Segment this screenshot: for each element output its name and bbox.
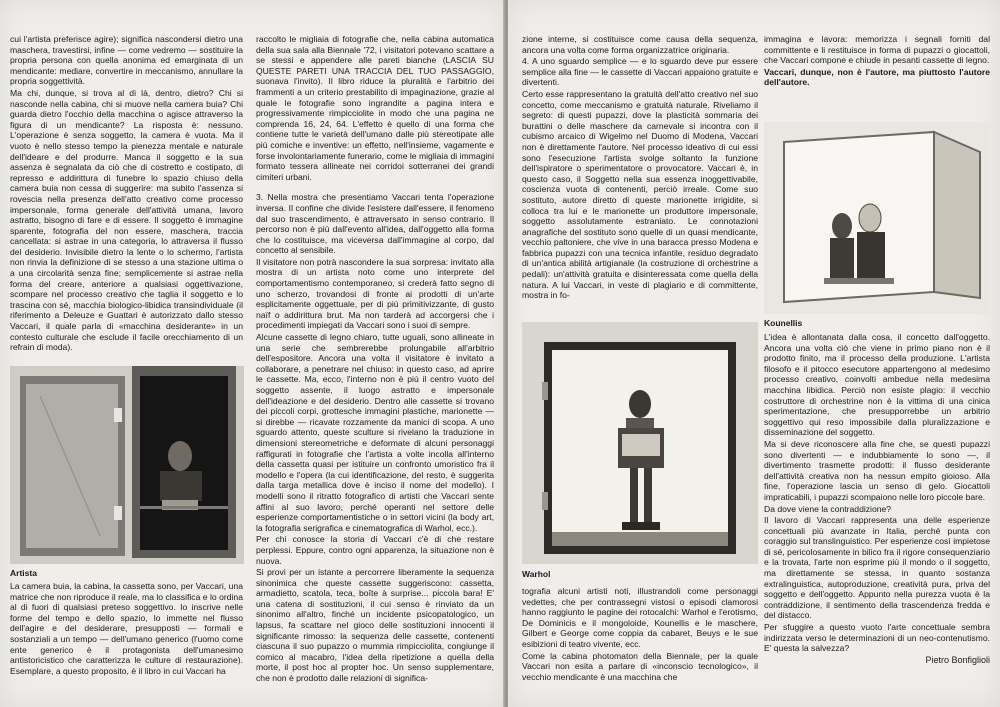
paragraph: tografia alcuni artisti noti, illustrandoli come personaggi vedettes, che per contrassegni vistosi o episodi clamorosi hanno raggiunto le pagine dei rotocalchi: Warhol e l'erotismo, De Dominicis e il mongoloide, Kounellis e le maschere, Gilbert e George come coppia da cabaret, Beuys e le sue esibizioni di teatro vivente, ecc.	[522, 586, 758, 649]
paragraph: Vaccari, dunque, non è l'autore, ma piuttosto l'autore dell'autore.	[764, 66, 990, 88]
paragraph: Ma chi, dunque, si trova al di là, dentro, dietro? Chi si nasconde nella cabina, chi si muove nella camera buia? Chi guarda dietro l'occhio della macchina o agisce attraverso la figura di un mendicante? La risposta è: nessuno. L'operazione è senza soggetto, la camera è vuota. Ma il vuoto è nello stesso tempo la pienezza mentale e naturale dell'ideare e del produrre. Manca il soggetto e la sua assenza è segnalata da ciò che di costretto e costipato, di represso e addirittura di funebre lo spazio chiuso della camera buia non cessa di suggerire: ma subito l'assenza si rovescia nella presenza dell'atto creativo come processo impersonale, forma generale dell'attività umana, lavoro astratto, bisogno di fare e di essere. Il soggetto è immagine sparente, fotografia del non essere, maschera, traccia cancellata: si astrae in una categoria, lo attraversa il flusso del desiderio. Invisibile dietro la lente o lo schermo, l'artista non rinvia la definizione di se stesso a una stazione ultima o a una circolarità senza fine; semplicemente si astrae nella forma del creare, anteriore a qualsiasi oggettivazione, scompare nel processo creativo che taglia il soggetto e lo trascina con sé, macchia biologico-libidica transindividuale (il riferimento a Deleuze e Guattari è autorizzato dallo stesso Vaccari, il quale parla di «macchina desiderante» in un contesto culturale che esclude il facile orecchiamento di un refrain di moda).	[10, 87, 243, 353]
column-4-top	[764, 34, 990, 130]
warhol-photo	[522, 322, 758, 564]
paragraph: 4. A uno sguardo semplice — e lo sguardo deve pur essere semplice alla fine — le cassette di Vaccari appaiono gratuite e divertenti.	[522, 56, 758, 88]
column-3	[522, 34, 758, 324]
column-2	[256, 34, 494, 706]
caption-kounellis: Kounellis	[764, 318, 803, 328]
caption-warhol: Warhol	[522, 569, 551, 579]
kounellis-photo	[764, 122, 990, 314]
paragraph: Il lavoro di Vaccari rappresenta una delle esperienze concettuali più avanzate in Italia, perché punta con coraggio sul translinguistico. Per esperienze così impietose di sé, pericolosamente in bilico fra il rigore consequenziario e la trovata, l'arte non esprime più il mondo o il soggetto, ma direttamente se stessa, in quanto sostanza extralinguistica, autoproduzione, creatività pura, priva del soggetto e dell'oggetto. Appunto nella purezza vuota è la contraddizione, il sentimento della trascendenza fredda e del distacco.	[764, 515, 990, 621]
paragraph: Ma si deve riconoscere alla fine che, se questi pupazzi sono divertenti — e indubbiamente lo sono —, il divertimento trasmette prodotti: il flusso desiderante dell'attività creativa non ha nessun empito gioioso. Alla fine, l'operazione lascia un senso di gelo. Giocattoli impraticabili, i pupazzi scompaiono nelle loro piccole bare.	[764, 438, 990, 502]
caption-artista: Artista	[10, 568, 37, 578]
paragraph: Per chi conosce la storia di Vaccari c'è di che restare perplessi. Eppure, contro ogni apparenza, la situazione non è nuova.	[256, 534, 494, 566]
paragraph: Per sfuggire a questo vuoto l'arte concettuale sembra indirizzata verso le determinazioni di un neo-contenutismo. E' questa la salvezza?	[764, 622, 990, 654]
right-page	[508, 0, 1000, 707]
paragraph: 3. Nella mostra che presentiamo Vaccari tenta l'operazione inversa. Il confine che divide l'esistere dall'essere, il fenomeno dal suo trascendimento, è attraversato in senso contrario. Il percorso non è più dall'evento all'idea, dall'oggetto alla forma che lo costituisce, ma viceversa dall'immagine al corpo, dal concetto al sensibile.	[256, 192, 494, 256]
paragraph: L'idea è allontanata dalla cosa, il concetto dall'oggetto. Ancora una volta ciò che viene in primo piano non è il prodotto finito, ma il processo della produzione. L'artista filosofo e il pitocco esecutore appartengono al medesimo processo creativo, coinvolti ambedue nella medesima macchina libidica. Perciò non esiste plagio: il vecchio costruttore di orchestrine non è la vittima di una cinica sperimentazione, che presupporrebbe un arbitrio soggettivo qui reso impossibile dalla pluralizzazione e disseminazione del soggetto.	[764, 332, 990, 438]
column-1	[10, 34, 243, 364]
column-3-bottom	[522, 586, 758, 704]
photo-icon	[10, 366, 244, 564]
paragraph: cui l'artista preferisce agire); significa nascondersi dietro una maschera, travestirsi, infine — come vedremo — sostituire la propria persona con quella anonima ed emarginata di un mendicante: mediare, convertire in meccanismo, annullare la propria soggettività.	[10, 34, 243, 87]
paragraph: zione interne, si costituisce come causa della sequenza, ancora una volta come forma organizzatrice originaria.	[522, 34, 758, 55]
paragraph: Certo esse rappresentano la gratuità dell'atto creativo nel suo concetto, come meccanismo e gratuità naturale. Riveliamo il segreto: di questi pupazzi, dove la plasticità sommaria dei burattini o delle maschere da carnevale si incontra con il cubismo arcaico di Wigelmo nel Duomo di Modena, Vaccari non è direttamente l'autore. Nel processo ideativo di cui essi sono l'esecuzione l'artista svolge soltanto la funzione dell'ispiratore o sperimentatore o provocatore. Vaccari è, in questo caso, il Soggetto nella sua essenza inoggettivabile, coscienza vuota di contenenti, perciò irreale. Come suo sostituto, autore diretto di queste marionette irrigidite, si colloca tra lui e le marionette un produttore impersonale, soggetto assolutamente estraniato. Le connotazioni anagrafiche del sostituto sono quelle di un quasi mendicante, vecchio paltoniere, che vive in una baracca presso Modena e fabbrica pupazzi con una tecnica infantile, residuo degradato di un'antica abilità artigianale (la costruzione di orchestrine a pedali): un'attività gratuita e disinteressata come quella della natura. A lui Vaccari, in veste di plagiario e di committente, mostra in fo-	[522, 88, 758, 301]
paragraph: Alcune cassette di legno chiaro, tutte uguali, sono allineate in una serie che sembrerebbe prolungabile all'arbitrio dell'espositore. Ancora una volta il visitatore è invitato a collaborare, a penetrare nel chiuso: in questo caso, ad aprire le cassette. Ma, ecco, l'interno non è più il centro vuoto del soggetto assente, il luogo astratto e impersonale dell'ideazione e del desiderio. Dentro alle cassette si trovano dei piccoli corpi, grottesche immagini plastiche, marionette — si direbbe — ricavate rozzamente da manici di scopa. A uno sguardo attento, queste sculture si rivelano la traduzione in dimensioni stereometriche e deformate di alcuni personaggi raffigurati in fotografie che l'artista a volte incolla all'interno della cassetta quasi per istituire un confronto umoristico fra il modello e l'opera (la cui identificazione, del resto, è suggerita dalla targa metallica dove è inciso il nome del modello). I modelli sono il ritratto fotografico di artisti che Vaccari sente affini al suo lavoro, perché operanti nel settore delle esperienze comportamentistiche o in settori vicini (la body art, la fotografia serigrafica e cinematografica di Warhol, ecc.).	[256, 332, 494, 533]
paragraph: Il visitatore non potrà nascondere la sua sorpresa: invitato alla mostra di un artista noto come uno interprete del comportamentismo contemporaneo, si crederà fatto segno di uno scherzo, trovandosi di fronte ai prodotti di un'arte esplicitamente oggettuale, per di più primitivizzante, di gusto naïf o addirittura brut. Ma non tarderà ad accorgersi che i procedimenti impiegati da Vaccari sono i suoi di sempre.	[256, 256, 494, 331]
paragraph: Da dove viene la contraddizione?	[764, 503, 892, 514]
photo-icon	[522, 322, 758, 564]
artista-photo	[10, 366, 244, 564]
column-4	[764, 332, 990, 692]
photo-icon	[764, 122, 990, 314]
paragraph: raccolto le migliaia di fotografie che, nella cabina automatica della sua sala alla Biennale '72, i visitatori potevano scattare a se stessi e appendere alle pareti bianche (LASCIA SU QUESTE PARETI UNA TRACCIA DEL TUO PASSAGGIO, suonava l'invito). Il libro riduce la pluralità e l'arbitrio dei frammenti a un criterio prestabilito di impaginazione, grazie al quale le fotografie sono ingrandite a pagina intera e progressivamente rimpicciolite in modo che una pagina ne comprenda 16, 24, 64. L'effetto è quello di una forma che contiene tutte le varietà dell'umano dalle più stereotipate alle più comiche e inventive: un effetto, nell'insieme, vagamente e forse involontariamente funerario, come le migliaia di immagini formato tessera allineate nei corridoi sotterranei dei grandi cimiteri urbani.	[256, 34, 494, 182]
paragraph: immagina e lavora: memorizza i segnali forniti dal committente e li restituisce in forma di pupazzi o giocattoli, che Vaccari compone e chiude in pesanti cassette di legno.	[764, 34, 990, 66]
author-signature: Pietro Bonfiglioli	[925, 654, 990, 665]
paragraph: Si provi per un istante a percorrere liberamente la sequenza sinonimica che queste cassette suggeriscono: cassetta, armadietto, scatola, teca, boîte à surprise... piccola bara! E' una catena di sostituzioni, il cui senso è rinviato da un sinonimo all'altro, finché un incidente psicopatologico, un lapsus, fa scattare nel gioco delle sostituzioni innocenti il significante rimosso: la sequenza delle cassette, contenenti ciascuna il suo pupazzo o mummia rimpicciolita, congiunge il comico al macabro, l'idea della ripetizione a quella della morte, il post hoc al propter hoc. Un senso supplementare, che non è prodotto dalle relazioni di significa-	[256, 567, 494, 684]
column-1-bottom	[10, 581, 243, 705]
paragraph: Come la cabina photomaton della Biennale, per la quale Vaccari non esita a parlare di «inconscio tecnologico», il vecchio mendicante è una macchina che	[522, 650, 758, 682]
paragraph: La camera buia, la cabina, la cassetta sono, per Vaccari, una matrice che non riproduce il reale, ma lo classifica e lo ordina al di fuori di qualsiasi preteso soggettivo. Io inscrive nelle forme del tempo e dello spazio, lo immette nel flusso dell'agire e del desiderare, presupposti — formali e sostanziali a un tempo — dell'umano generico (l'uomo come ente generico è il protagonista dell'umanesimo antistoricistico che caratterizza le culture di restaurazione). Esemplare, a questo proposito, è il libro in cui Vaccari ha	[10, 581, 243, 676]
